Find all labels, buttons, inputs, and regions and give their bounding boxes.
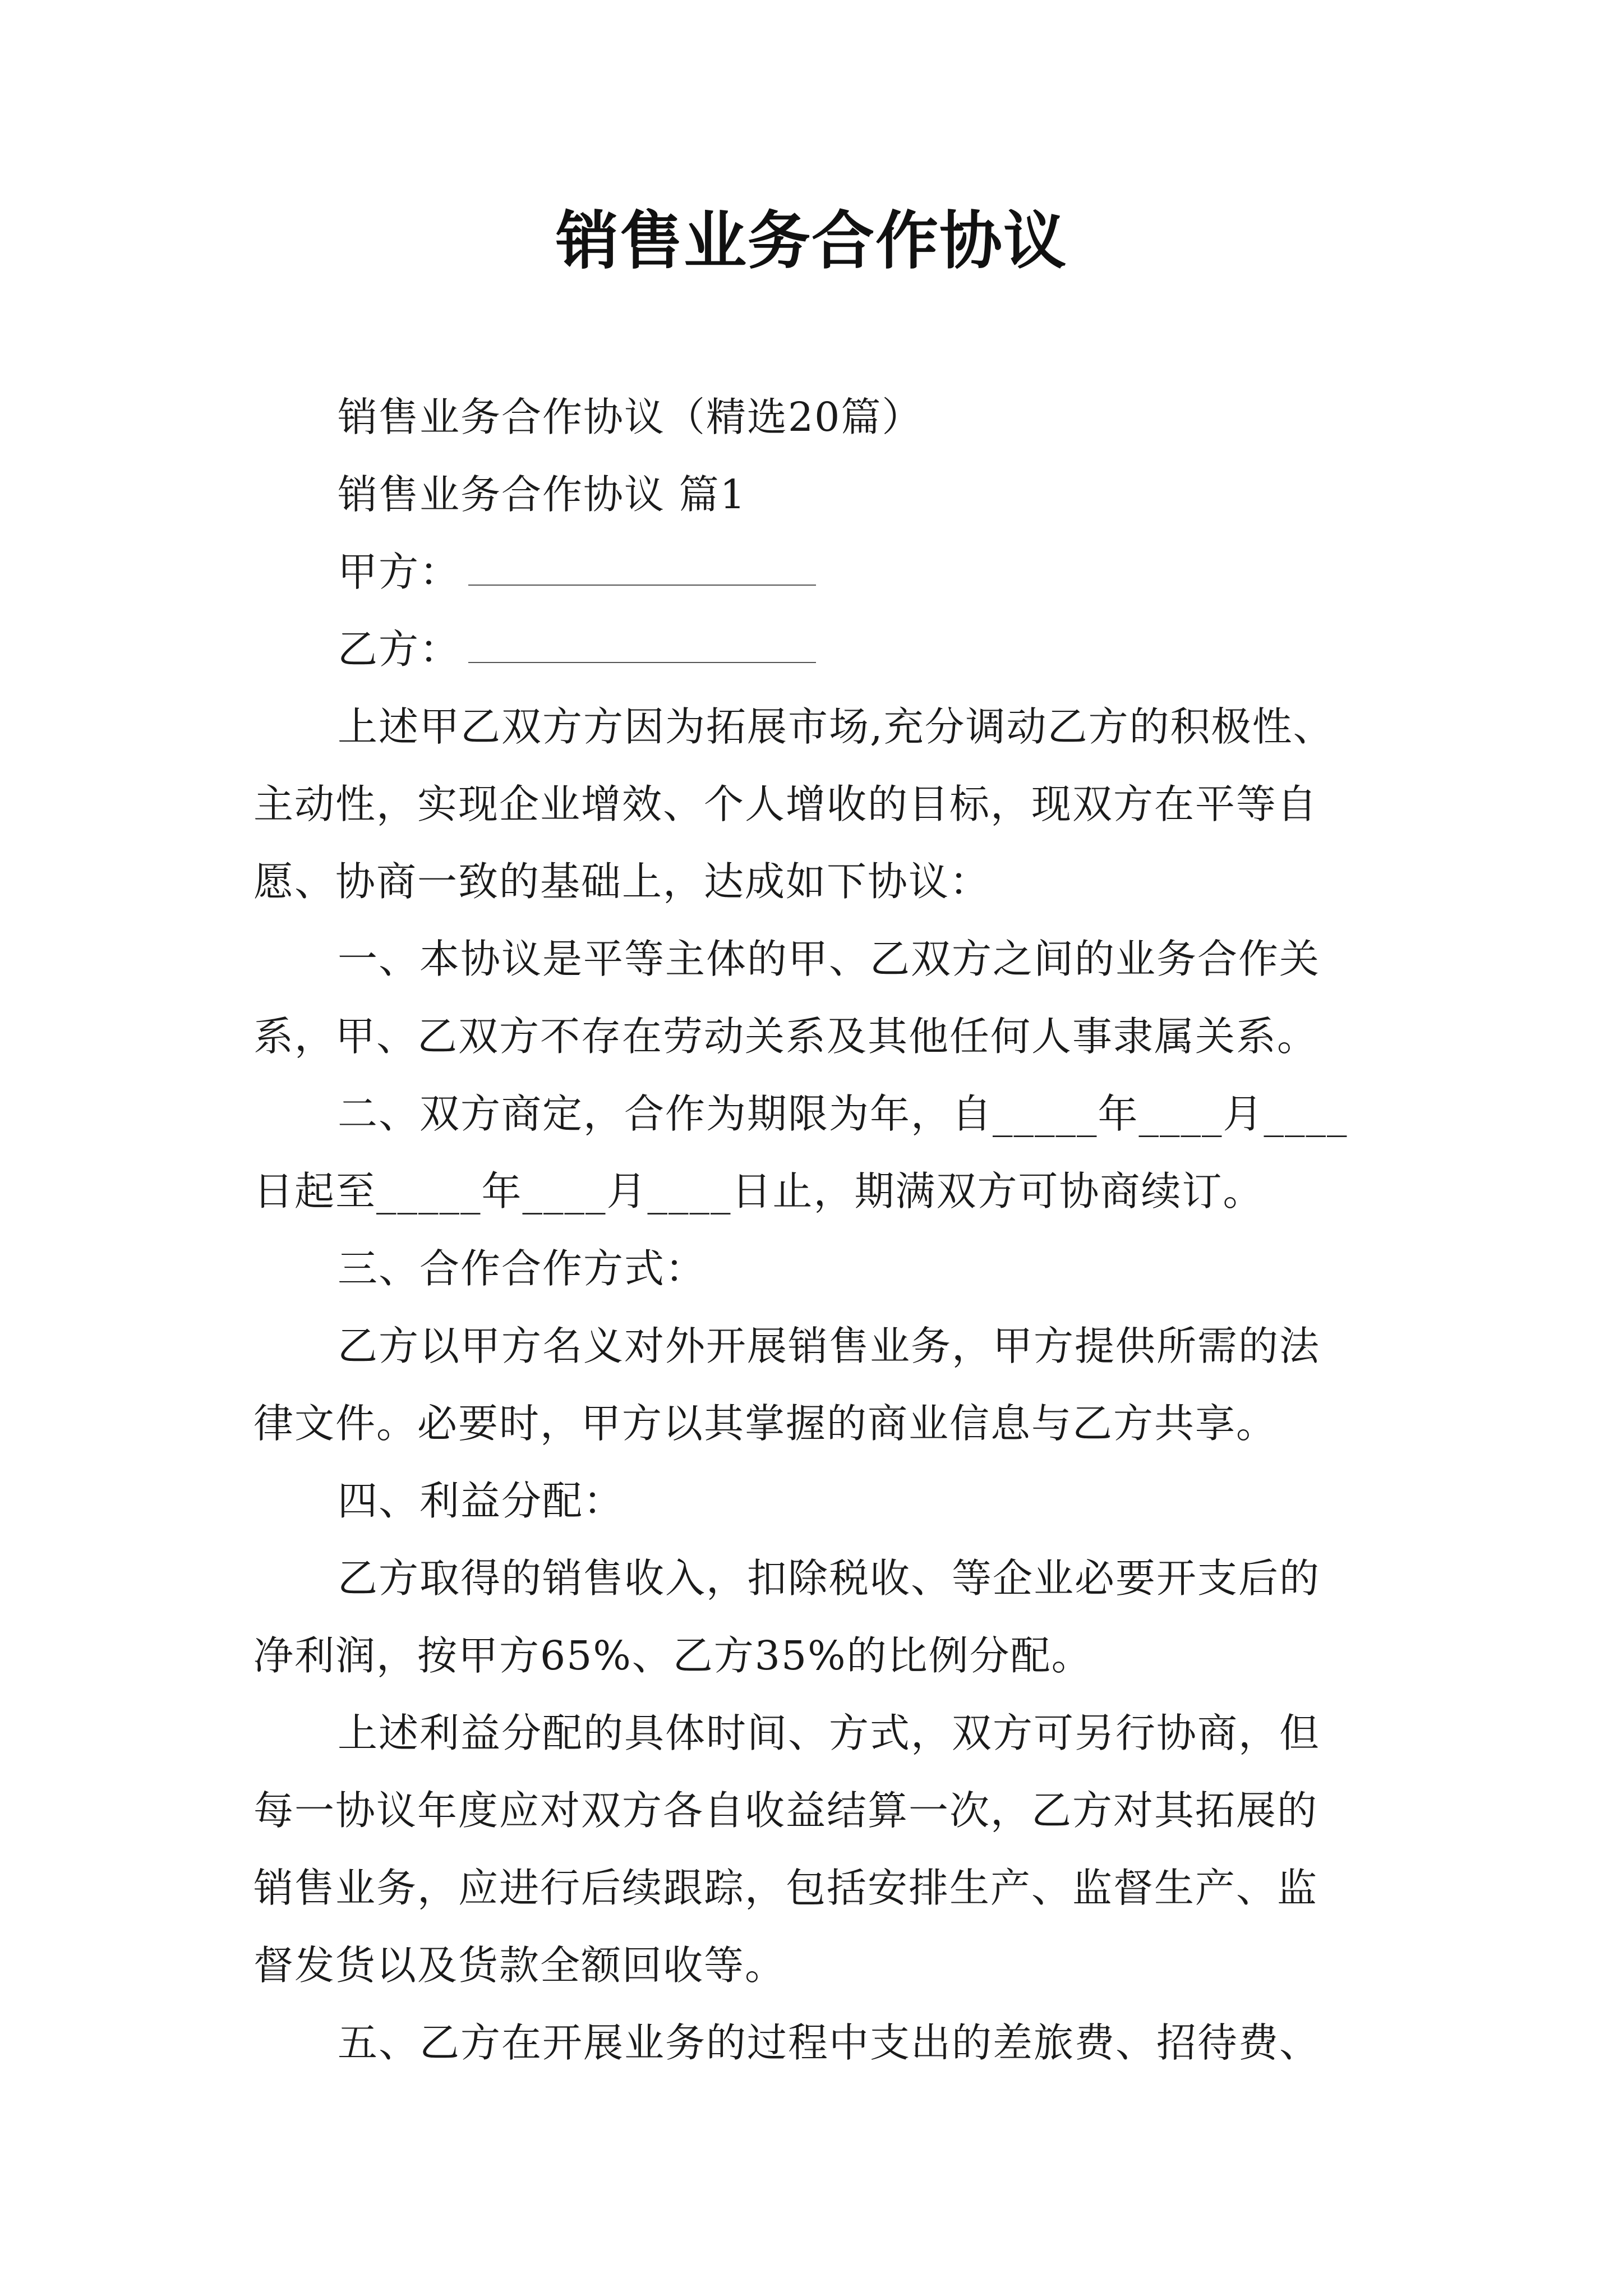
document-body — [253, 379, 1409, 2082]
clause-4-line: 净利润，按甲方65%、乙方35%的比例分配。 — [253, 1632, 1092, 1679]
paragraph-line: 愿、协商一致的基础上，达成如下协议： — [253, 858, 991, 905]
subtitle-line: 销售业务合作协议（精选20篇） — [338, 394, 923, 440]
clause-2-line: 二、双方商定，合作为期限为年，自_____年____月____ — [338, 1091, 1348, 1137]
clause-3-line: 律文件。必要时，甲方以其掌握的商业信息与乙方共享。 — [253, 1400, 1278, 1447]
party-b-blank — [468, 623, 816, 663]
clause-4-detail-line: 每一协议年度应对双方各自收益结算一次，乙方对其拓展的 — [253, 1787, 1318, 1834]
party-a-line — [253, 533, 1409, 611]
party-a-blank — [468, 545, 816, 586]
clause-4-line: 乙方取得的销售收入，扣除税收、等企业必要开支后的 — [338, 1555, 1321, 1602]
clause-1-line: 系，甲、乙双方不存在劳动关系及其他任何人事隶属关系。 — [253, 1013, 1318, 1060]
clause-3-heading: 三、合作合作方式： — [338, 1245, 707, 1292]
clause-2-line: 日起至_____年____月____日止，期满双方可协商续订。 — [253, 1168, 1264, 1214]
section-heading: 销售业务合作协议 篇1 — [338, 471, 746, 518]
party-b-label: 乙方： — [338, 626, 461, 673]
party-b-line — [253, 611, 1409, 688]
clause-5-line: 五、乙方在开展业务的过程中支出的差旅费、招待费、 — [338, 2019, 1321, 2066]
clause-1-line: 一、本协议是平等主体的甲、乙双方之间的业务合作关 — [338, 936, 1321, 982]
paragraph-line: 主动性，实现企业增效、个人增收的目标，现双方在平等自 — [253, 781, 1318, 827]
clause-4-detail-line: 督发货以及货款全额回收等。 — [253, 1942, 786, 1989]
paragraph-line: 上述甲乙双方方因为拓展市场,充分调动乙方的积极性、 — [338, 703, 1334, 750]
clause-3-line: 乙方以甲方名义对外开展销售业务，甲方提供所需的法 — [338, 1323, 1321, 1369]
party-a-label: 甲方： — [338, 549, 461, 595]
clause-4-heading: 四、利益分配： — [338, 1478, 625, 1524]
document-title: 销售业务合作协议 — [556, 205, 1067, 278]
clause-4-detail-line: 销售业务，应进行后续跟踪，包括安排生产、监督生产、监 — [253, 1865, 1318, 1911]
clause-4-detail-line: 上述利益分配的具体时间、方式，双方可另行协商，但 — [338, 1710, 1321, 1756]
